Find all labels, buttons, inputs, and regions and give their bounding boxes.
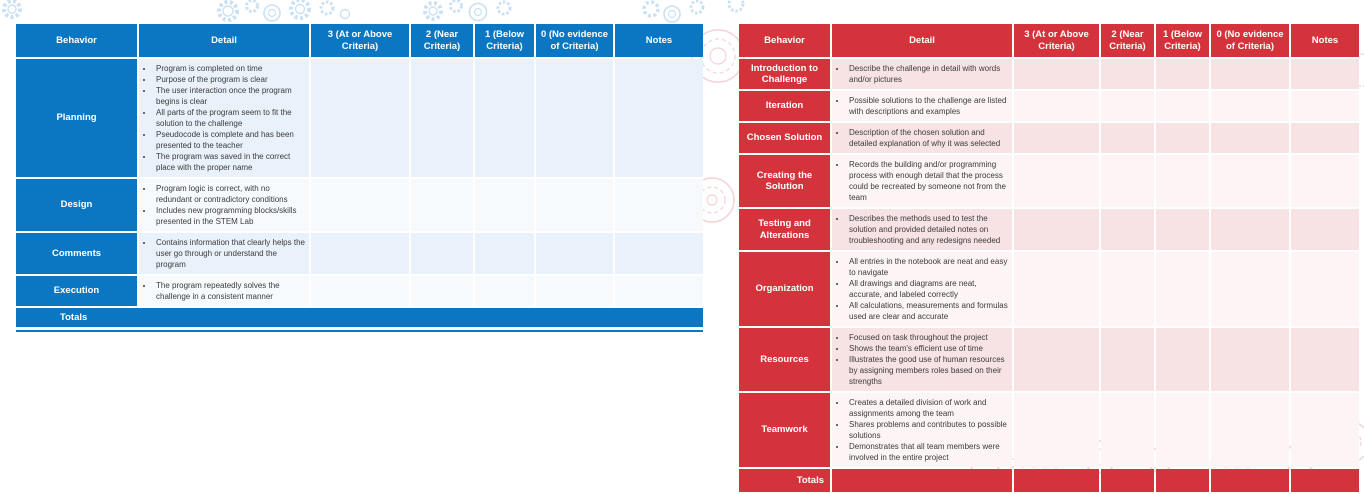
- column-header-score-1: 1 (Below Criteria): [475, 24, 534, 57]
- table-row-planning: [16, 59, 703, 177]
- score-cell-3: [311, 233, 409, 274]
- detail-bullet: • All drawings and diagrams are neat, accurate, and labeled correctly: [847, 278, 1009, 300]
- detail-bullet: • Shows the team's efficient use of time: [847, 343, 1009, 354]
- detail-cell: [139, 59, 309, 177]
- score-cell-3: [311, 179, 409, 231]
- detail-bullet: • Description of the chosen solution and detailed explanation of why it was selected: [847, 127, 1009, 149]
- detail-bullet: • Records the building and/or programming process with enough detail that the process could be recreated by someone not from the team: [847, 159, 1009, 203]
- row-label-teamwork: Teamwork: [739, 393, 830, 467]
- gear-doodles-icon: [4, 0, 743, 22]
- table-row-comments: [16, 233, 703, 274]
- score-cell-2: [1101, 123, 1154, 153]
- detail-bullet: • Program is completed on time: [154, 63, 306, 74]
- detail-cell: [832, 59, 1012, 89]
- score-cell-0: [536, 179, 613, 231]
- column-header-detail: Detail: [832, 24, 1012, 57]
- score-cell-3: [311, 276, 409, 306]
- notes-cell: [615, 276, 703, 306]
- column-header-score-3: 3 (At or Above Criteria): [1014, 24, 1099, 57]
- table-row-resources: [739, 328, 1359, 391]
- header-row: [739, 24, 1359, 57]
- table-row-iteration: [739, 91, 1359, 121]
- totals-notes-cell: [1291, 469, 1359, 492]
- score-cell-0: [536, 233, 613, 274]
- score-cell-3: [1014, 91, 1099, 121]
- row-label-iteration: Iteration: [739, 91, 830, 121]
- score-cell-0: [1211, 123, 1289, 153]
- score-cell-1: [1156, 393, 1209, 467]
- detail-cell: [139, 276, 309, 306]
- row-label-introduction-to-challenge: Introduction to Challenge: [739, 59, 830, 89]
- row-label-resources: Resources: [739, 328, 830, 391]
- score-cell-2: [1101, 59, 1154, 89]
- score-cell-2: [1101, 328, 1154, 391]
- table-row-design: [16, 179, 703, 231]
- detail-bullet: • Illustrates the good use of human resources by assigning members roles based on their strengths: [847, 354, 1009, 387]
- score-cell-0: [536, 59, 613, 177]
- detail-bullet: • Possible solutions to the challenge are listed with descriptions and examples: [847, 95, 1009, 117]
- score-cell-2: [1101, 252, 1154, 326]
- detail-bullet: • Program logic is correct, with no redundant or contradictory conditions: [154, 183, 306, 205]
- table-row-execution: [16, 276, 703, 306]
- table-row-teamwork: [739, 393, 1359, 467]
- score-cell-1: [1156, 123, 1209, 153]
- score-cell-1: [475, 59, 534, 177]
- detail-bullet: • Shares problems and contributes to possible solutions: [847, 419, 1009, 441]
- totals-detail-cell: [832, 469, 1012, 492]
- column-header-score-0: 0 (No evidence of Criteria): [1211, 24, 1289, 57]
- detail-bullet: • Pseudocode is complete and has been presented to the teacher: [154, 129, 306, 151]
- score-cell-3: [1014, 155, 1099, 207]
- detail-bullet: • Describe the challenge in detail with words and/or pictures: [847, 63, 1009, 85]
- row-label-design: Design: [16, 179, 137, 231]
- score-cell-3: [311, 59, 409, 177]
- table-row-creating-the-solution: [739, 155, 1359, 207]
- row-label-organization: Organization: [739, 252, 830, 326]
- totals-score-cell-1: [1156, 469, 1209, 492]
- header-row: [16, 24, 703, 57]
- table-row-introduction-to-challenge: [739, 59, 1359, 89]
- totals-score-cell-2: [1101, 469, 1154, 492]
- detail-cell: [139, 233, 309, 274]
- score-cell-1: [1156, 59, 1209, 89]
- score-cell-0: [1211, 91, 1289, 121]
- score-cell-2: [411, 179, 473, 231]
- detail-bullet: • Creates a detailed division of work and assignments among the team: [847, 397, 1009, 419]
- detail-cell: [832, 393, 1012, 467]
- detail-cell: [832, 91, 1012, 121]
- score-cell-2: [411, 276, 473, 306]
- notes-cell: [1291, 393, 1359, 467]
- totals-row: [739, 469, 1359, 492]
- totals-label: Totals: [16, 308, 703, 327]
- score-cell-0: [536, 276, 613, 306]
- score-cell-0: [1211, 252, 1289, 326]
- detail-bullet: • Contains information that clearly helps the user go through or understand the program: [154, 237, 306, 270]
- score-cell-1: [1156, 209, 1209, 250]
- column-header-behavior: Behavior: [16, 24, 137, 57]
- score-cell-0: [1211, 393, 1289, 467]
- score-cell-0: [1211, 328, 1289, 391]
- detail-cell: [832, 209, 1012, 250]
- score-cell-0: [1211, 59, 1289, 89]
- score-cell-2: [1101, 209, 1154, 250]
- score-cell-1: [1156, 155, 1209, 207]
- score-cell-0: [1211, 155, 1289, 207]
- score-cell-2: [1101, 393, 1154, 467]
- detail-cell: [832, 252, 1012, 326]
- row-label-creating-the-solution: Creating the Solution: [739, 155, 830, 207]
- detail-bullet: • The program repeatedly solves the challenge in a consistent manner: [154, 280, 306, 302]
- detail-bullet: • All entries in the notebook are neat and easy to navigate: [847, 256, 1009, 278]
- detail-cell: [832, 328, 1012, 391]
- detail-bullet: • Purpose of the program is clear: [154, 74, 306, 85]
- totals-score-cell-0: [1211, 469, 1289, 492]
- row-label-comments: Comments: [16, 233, 137, 274]
- column-header-score-2: 2 (Near Criteria): [1101, 24, 1154, 57]
- detail-bullet: • Includes new programming blocks/skills presented in the STEM Lab: [154, 205, 306, 227]
- row-label-chosen-solution: Chosen Solution: [739, 123, 830, 153]
- notes-cell: [615, 59, 703, 177]
- detail-cell: [832, 155, 1012, 207]
- row-label-testing-and-alterations: Testing and Alterations: [739, 209, 830, 250]
- score-cell-2: [411, 59, 473, 177]
- score-cell-3: [1014, 393, 1099, 467]
- engineering-notebook-rubric-table: [737, 22, 1361, 494]
- coding-rubric-table: [14, 22, 705, 332]
- column-header-notes: Notes: [1291, 24, 1359, 57]
- score-cell-1: [1156, 91, 1209, 121]
- score-cell-3: [1014, 59, 1099, 89]
- notes-cell: [1291, 209, 1359, 250]
- score-cell-2: [411, 233, 473, 274]
- detail-bullet: • All parts of the program seem to fit the solution to the challenge: [154, 107, 306, 129]
- detail-bullet: • Demonstrates that all team members were involved in the entire project: [847, 441, 1009, 463]
- detail-cell: [139, 179, 309, 231]
- totals-row: [16, 308, 703, 327]
- table-row-chosen-solution: [739, 123, 1359, 153]
- column-header-score-2: 2 (Near Criteria): [411, 24, 473, 57]
- notes-cell: [1291, 59, 1359, 89]
- column-header-score-1: 1 (Below Criteria): [1156, 24, 1209, 57]
- totals-label: Totals: [739, 469, 830, 492]
- score-cell-1: [1156, 328, 1209, 391]
- column-header-notes: Notes: [615, 24, 703, 57]
- score-cell-0: [1211, 209, 1289, 250]
- detail-bullet: • All calculations, measurements and formulas used are clear and accurate: [847, 300, 1009, 322]
- score-cell-3: [1014, 252, 1099, 326]
- detail-cell: [832, 123, 1012, 153]
- notes-cell: [1291, 252, 1359, 326]
- score-cell-1: [1156, 252, 1209, 326]
- score-cell-1: [475, 233, 534, 274]
- notes-cell: [615, 233, 703, 274]
- score-cell-3: [1014, 123, 1099, 153]
- score-cell-2: [1101, 155, 1154, 207]
- notes-cell: [1291, 91, 1359, 121]
- score-cell-1: [475, 179, 534, 231]
- detail-bullet: • The user interaction once the program begins is clear: [154, 85, 306, 107]
- totals-score-cell-3: [1014, 469, 1099, 492]
- table-row-organization: [739, 252, 1359, 326]
- detail-bullet: • Focused on task throughout the project: [847, 332, 1009, 343]
- score-cell-2: [1101, 91, 1154, 121]
- score-cell-3: [1014, 209, 1099, 250]
- detail-bullet: • Describes the methods used to test the solution and provided detailed notes on troubleshooting and any redesigns needed: [847, 213, 1009, 246]
- column-header-score-0: 0 (No evidence of Criteria): [536, 24, 613, 57]
- row-label-execution: Execution: [16, 276, 137, 306]
- column-header-behavior: Behavior: [739, 24, 830, 57]
- score-cell-3: [1014, 328, 1099, 391]
- notes-cell: [1291, 123, 1359, 153]
- table-bottom-border: [16, 330, 703, 332]
- column-header-detail: Detail: [139, 24, 309, 57]
- detail-bullet: • The program was saved in the correct place with the proper name: [154, 151, 306, 173]
- column-header-score-3: 3 (At or Above Criteria): [311, 24, 409, 57]
- table-row-testing-and-alterations: [739, 209, 1359, 250]
- score-cell-1: [475, 276, 534, 306]
- notes-cell: [1291, 328, 1359, 391]
- notes-cell: [1291, 155, 1359, 207]
- notes-cell: [615, 179, 703, 231]
- row-label-planning: Planning: [16, 59, 137, 177]
